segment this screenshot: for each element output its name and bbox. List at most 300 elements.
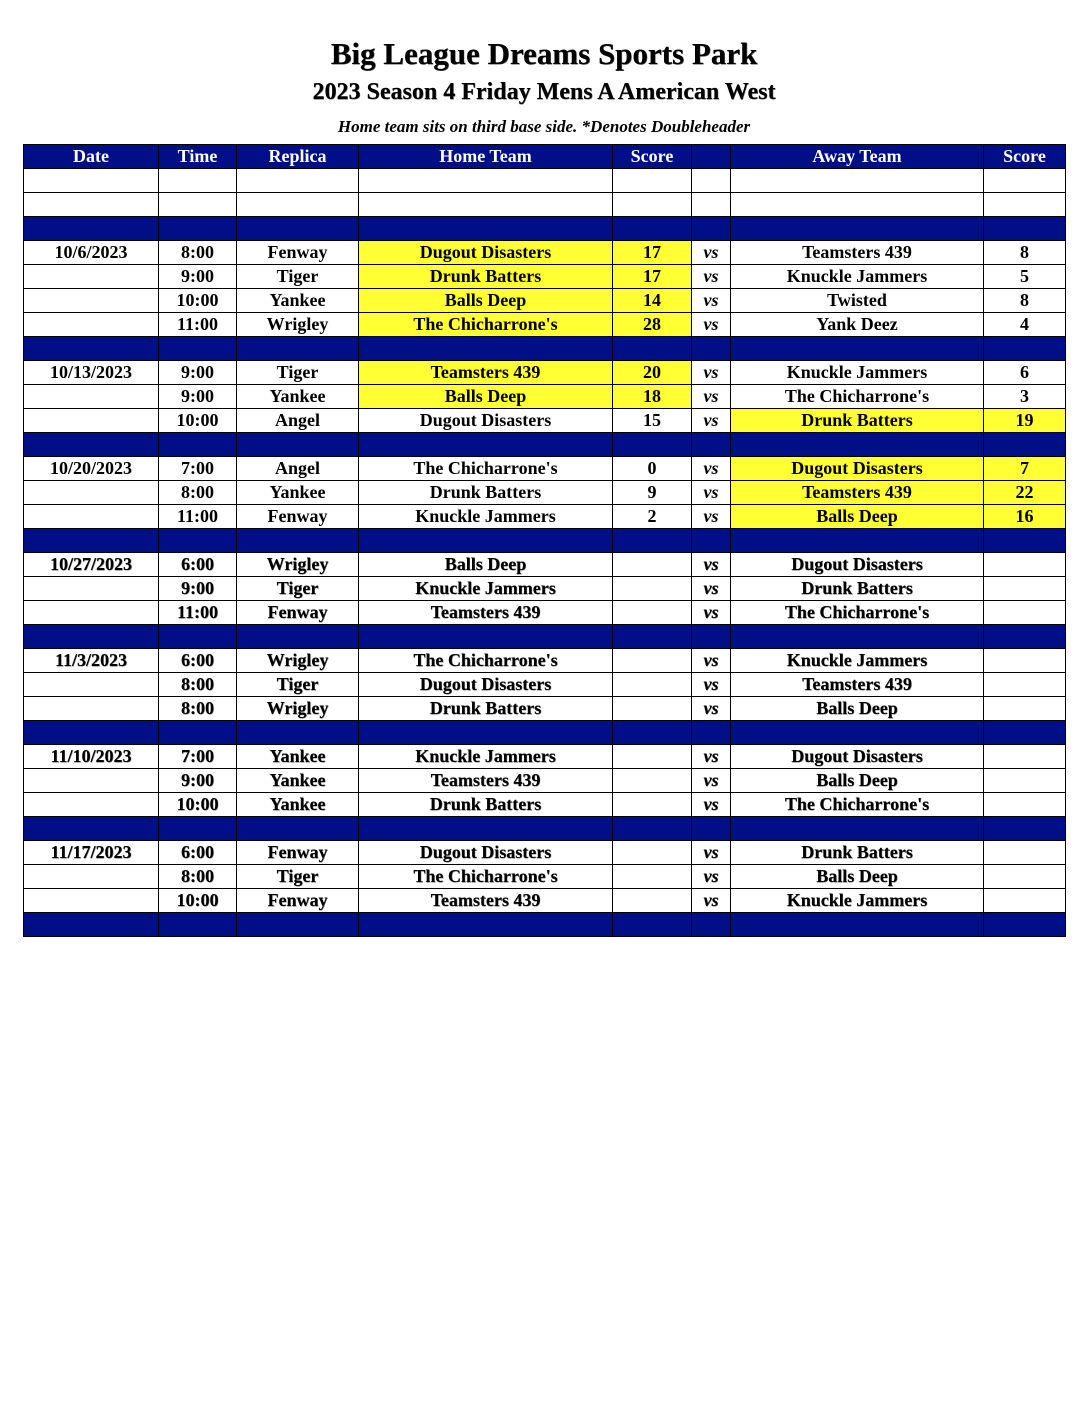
cell-vs: vs bbox=[692, 889, 731, 913]
cell-time bbox=[159, 217, 237, 241]
cell-date bbox=[24, 769, 159, 793]
cell-home-team: Dugout Disasters bbox=[359, 673, 613, 697]
table-row bbox=[24, 457, 1066, 481]
cell-away-team: Knuckle Jammers bbox=[731, 265, 984, 289]
cell-vs: vs bbox=[692, 793, 731, 817]
cell-home-score: 17 bbox=[613, 265, 692, 289]
cell-time: 8:00 bbox=[159, 673, 237, 697]
cell-replica bbox=[237, 193, 359, 217]
cell-date bbox=[24, 409, 159, 433]
cell-time: 10:00 bbox=[159, 889, 237, 913]
cell-time: 11:00 bbox=[159, 313, 237, 337]
cell-home-team: Drunk Batters bbox=[359, 481, 613, 505]
cell-away-team bbox=[731, 817, 984, 841]
cell-replica bbox=[237, 169, 359, 193]
cell-vs bbox=[692, 193, 731, 217]
cell-replica: Yankee bbox=[237, 769, 359, 793]
cell-home-team: The Chicharrone's bbox=[359, 313, 613, 337]
table-row bbox=[24, 769, 1066, 793]
schedule-table bbox=[23, 144, 1066, 937]
cell-replica: Fenway bbox=[237, 601, 359, 625]
cell-home-score bbox=[613, 601, 692, 625]
cell-away-score: 7 bbox=[984, 457, 1066, 481]
cell-home-score: 15 bbox=[613, 409, 692, 433]
cell-away-team bbox=[731, 217, 984, 241]
cell-away-score bbox=[984, 193, 1066, 217]
cell-away-team: Balls Deep bbox=[731, 505, 984, 529]
cell-away-score: 3 bbox=[984, 385, 1066, 409]
cell-away-team bbox=[731, 193, 984, 217]
cell-date bbox=[24, 913, 159, 937]
cell-home-team: Teamsters 439 bbox=[359, 769, 613, 793]
cell-away-score bbox=[984, 841, 1066, 865]
cell-replica bbox=[237, 433, 359, 457]
cell-date: 10/27/2023 bbox=[24, 553, 159, 577]
table-row bbox=[24, 649, 1066, 673]
table-row bbox=[24, 409, 1066, 433]
cell-time: 6:00 bbox=[159, 841, 237, 865]
cell-away-team: Knuckle Jammers bbox=[731, 361, 984, 385]
column-header-date: Date bbox=[24, 145, 159, 169]
cell-away-score: 6 bbox=[984, 361, 1066, 385]
cell-home-team bbox=[359, 337, 613, 361]
cell-date bbox=[24, 433, 159, 457]
cell-away-team bbox=[731, 721, 984, 745]
cell-date bbox=[24, 481, 159, 505]
cell-replica bbox=[237, 625, 359, 649]
cell-away-team: Teamsters 439 bbox=[731, 241, 984, 265]
cell-time: 9:00 bbox=[159, 577, 237, 601]
cell-time bbox=[159, 337, 237, 361]
cell-replica: Yankee bbox=[237, 385, 359, 409]
week-separator-row bbox=[24, 817, 1066, 841]
cell-away-team: Knuckle Jammers bbox=[731, 889, 984, 913]
cell-away-team: Yank Deez bbox=[731, 313, 984, 337]
cell-replica: Yankee bbox=[237, 481, 359, 505]
schedule-body bbox=[24, 169, 1066, 937]
cell-away-score bbox=[984, 649, 1066, 673]
page-title: Big League Dreams Sports Park bbox=[330, 36, 758, 71]
cell-date: 10/13/2023 bbox=[24, 361, 159, 385]
cell-vs: vs bbox=[692, 769, 731, 793]
cell-date: 11/3/2023 bbox=[24, 649, 159, 673]
cell-home-score: 20 bbox=[613, 361, 692, 385]
cell-date: 10/6/2023 bbox=[24, 241, 159, 265]
cell-vs bbox=[692, 169, 731, 193]
cell-time bbox=[159, 433, 237, 457]
cell-away-score: 19 bbox=[984, 409, 1066, 433]
cell-replica: Fenway bbox=[237, 889, 359, 913]
cell-vs: vs bbox=[692, 241, 731, 265]
cell-home-score bbox=[613, 529, 692, 553]
cell-home-team bbox=[359, 217, 613, 241]
table-row bbox=[24, 745, 1066, 769]
cell-away-score bbox=[984, 673, 1066, 697]
table-row bbox=[24, 793, 1066, 817]
cell-vs: vs bbox=[692, 841, 731, 865]
cell-away-score bbox=[984, 769, 1066, 793]
cell-vs: vs bbox=[692, 313, 731, 337]
cell-home-score bbox=[613, 433, 692, 457]
column-header-time: Time bbox=[159, 145, 237, 169]
cell-vs: vs bbox=[692, 697, 731, 721]
cell-away-team bbox=[731, 913, 984, 937]
cell-date bbox=[24, 313, 159, 337]
cell-away-team: Teamsters 439 bbox=[731, 673, 984, 697]
cell-away-team: Balls Deep bbox=[731, 697, 984, 721]
cell-vs bbox=[692, 817, 731, 841]
cell-away-team bbox=[731, 337, 984, 361]
cell-date: 11/17/2023 bbox=[24, 841, 159, 865]
cell-replica: Fenway bbox=[237, 841, 359, 865]
table-row bbox=[24, 265, 1066, 289]
cell-replica bbox=[237, 721, 359, 745]
table-row bbox=[24, 601, 1066, 625]
cell-vs bbox=[692, 529, 731, 553]
cell-home-score: 28 bbox=[613, 313, 692, 337]
cell-away-score: 16 bbox=[984, 505, 1066, 529]
cell-away-score bbox=[984, 337, 1066, 361]
cell-date bbox=[24, 697, 159, 721]
cell-time: 8:00 bbox=[159, 865, 237, 889]
cell-time: 9:00 bbox=[159, 265, 237, 289]
cell-home-score: 17 bbox=[613, 241, 692, 265]
cell-replica: Yankee bbox=[237, 793, 359, 817]
cell-away-score bbox=[984, 601, 1066, 625]
cell-vs: vs bbox=[692, 409, 731, 433]
page-subtitle: 2023 Season 4 Friday Mens A American West bbox=[312, 79, 776, 105]
cell-time: 7:00 bbox=[159, 457, 237, 481]
cell-home-score bbox=[613, 745, 692, 769]
cell-vs: vs bbox=[692, 865, 731, 889]
cell-home-score bbox=[613, 193, 692, 217]
cell-home-score bbox=[613, 553, 692, 577]
cell-date bbox=[24, 673, 159, 697]
cell-time bbox=[159, 721, 237, 745]
cell-vs: vs bbox=[692, 481, 731, 505]
cell-home-team: Teamsters 439 bbox=[359, 889, 613, 913]
cell-home-score bbox=[613, 337, 692, 361]
cell-away-team bbox=[731, 625, 984, 649]
cell-date bbox=[24, 601, 159, 625]
cell-date: 10/20/2023 bbox=[24, 457, 159, 481]
cell-date bbox=[24, 337, 159, 361]
cell-home-team: Knuckle Jammers bbox=[359, 577, 613, 601]
cell-away-score: 8 bbox=[984, 241, 1066, 265]
cell-home-score: 18 bbox=[613, 385, 692, 409]
cell-date bbox=[24, 217, 159, 241]
week-separator-row bbox=[24, 433, 1066, 457]
cell-home-team: Dugout Disasters bbox=[359, 409, 613, 433]
cell-away-score bbox=[984, 721, 1066, 745]
cell-away-score bbox=[984, 817, 1066, 841]
cell-replica: Angel bbox=[237, 457, 359, 481]
table-row bbox=[24, 505, 1066, 529]
cell-away-score: 22 bbox=[984, 481, 1066, 505]
cell-away-score: 4 bbox=[984, 313, 1066, 337]
cell-replica bbox=[237, 217, 359, 241]
cell-vs bbox=[692, 433, 731, 457]
cell-away-team: Drunk Batters bbox=[731, 577, 984, 601]
cell-away-team: Dugout Disasters bbox=[731, 457, 984, 481]
cell-home-team: Drunk Batters bbox=[359, 265, 613, 289]
cell-time bbox=[159, 169, 237, 193]
cell-away-team: The Chicharrone's bbox=[731, 385, 984, 409]
cell-home-team: Balls Deep bbox=[359, 289, 613, 313]
cell-home-team: Dugout Disasters bbox=[359, 841, 613, 865]
table-row bbox=[24, 697, 1066, 721]
cell-date bbox=[24, 265, 159, 289]
cell-vs: vs bbox=[692, 385, 731, 409]
week-separator-row bbox=[24, 721, 1066, 745]
cell-away-score bbox=[984, 625, 1066, 649]
cell-home-score bbox=[613, 889, 692, 913]
table-row bbox=[24, 481, 1066, 505]
cell-vs: vs bbox=[692, 553, 731, 577]
cell-replica bbox=[237, 529, 359, 553]
table-row bbox=[24, 841, 1066, 865]
cell-replica: Wrigley bbox=[237, 649, 359, 673]
cell-time: 6:00 bbox=[159, 553, 237, 577]
table-row bbox=[24, 385, 1066, 409]
cell-vs: vs bbox=[692, 505, 731, 529]
table-row bbox=[24, 361, 1066, 385]
cell-vs bbox=[692, 913, 731, 937]
cell-replica: Tiger bbox=[237, 265, 359, 289]
column-header-vs bbox=[692, 145, 731, 169]
cell-home-team: Drunk Batters bbox=[359, 793, 613, 817]
table-row bbox=[24, 577, 1066, 601]
cell-away-team: Dugout Disasters bbox=[731, 553, 984, 577]
cell-home-score bbox=[613, 169, 692, 193]
cell-home-score bbox=[613, 625, 692, 649]
cell-home-score bbox=[613, 697, 692, 721]
table-row bbox=[24, 673, 1066, 697]
cell-time bbox=[159, 193, 237, 217]
cell-time: 10:00 bbox=[159, 793, 237, 817]
cell-replica: Wrigley bbox=[237, 313, 359, 337]
blank-row bbox=[24, 169, 1066, 193]
cell-away-score bbox=[984, 745, 1066, 769]
cell-home-score bbox=[613, 217, 692, 241]
cell-away-score bbox=[984, 217, 1066, 241]
cell-time: 8:00 bbox=[159, 481, 237, 505]
cell-date bbox=[24, 505, 159, 529]
week-separator-row bbox=[24, 625, 1066, 649]
schedule-note: Home team sits on third base side. *Denotes Doubleheader bbox=[337, 117, 751, 136]
cell-away-team: The Chicharrone's bbox=[731, 793, 984, 817]
cell-date bbox=[24, 385, 159, 409]
cell-date bbox=[24, 529, 159, 553]
cell-away-score bbox=[984, 553, 1066, 577]
cell-date bbox=[24, 169, 159, 193]
cell-away-team: Balls Deep bbox=[731, 769, 984, 793]
cell-home-score bbox=[613, 649, 692, 673]
cell-date bbox=[24, 793, 159, 817]
cell-home-team: Knuckle Jammers bbox=[359, 505, 613, 529]
cell-home-team bbox=[359, 433, 613, 457]
cell-vs: vs bbox=[692, 601, 731, 625]
column-header-replica: Replica bbox=[237, 145, 359, 169]
cell-replica bbox=[237, 817, 359, 841]
cell-home-score bbox=[613, 913, 692, 937]
cell-away-score bbox=[984, 865, 1066, 889]
cell-home-team: Knuckle Jammers bbox=[359, 745, 613, 769]
cell-away-team: Drunk Batters bbox=[731, 841, 984, 865]
cell-replica: Wrigley bbox=[237, 553, 359, 577]
cell-time: 8:00 bbox=[159, 697, 237, 721]
cell-time: 11:00 bbox=[159, 505, 237, 529]
table-row bbox=[24, 241, 1066, 265]
cell-vs bbox=[692, 721, 731, 745]
cell-replica: Tiger bbox=[237, 673, 359, 697]
cell-away-score bbox=[984, 577, 1066, 601]
cell-date bbox=[24, 193, 159, 217]
cell-vs bbox=[692, 337, 731, 361]
table-row bbox=[24, 289, 1066, 313]
cell-away-team: Dugout Disasters bbox=[731, 745, 984, 769]
cell-home-score bbox=[613, 721, 692, 745]
cell-home-score bbox=[613, 673, 692, 697]
cell-home-team bbox=[359, 169, 613, 193]
cell-vs: vs bbox=[692, 673, 731, 697]
cell-away-score bbox=[984, 433, 1066, 457]
cell-replica bbox=[237, 913, 359, 937]
cell-home-team: Balls Deep bbox=[359, 385, 613, 409]
cell-away-team bbox=[731, 433, 984, 457]
cell-away-score bbox=[984, 529, 1066, 553]
cell-home-team: The Chicharrone's bbox=[359, 457, 613, 481]
cell-home-team: The Chicharrone's bbox=[359, 865, 613, 889]
table-row bbox=[24, 889, 1066, 913]
cell-home-score bbox=[613, 865, 692, 889]
table-row bbox=[24, 553, 1066, 577]
cell-away-team: Knuckle Jammers bbox=[731, 649, 984, 673]
week-separator-row bbox=[24, 529, 1066, 553]
cell-time: 11:00 bbox=[159, 601, 237, 625]
cell-replica: Yankee bbox=[237, 289, 359, 313]
cell-date: 11/10/2023 bbox=[24, 745, 159, 769]
cell-home-team bbox=[359, 529, 613, 553]
table-header-row bbox=[24, 145, 1066, 169]
cell-home-team bbox=[359, 817, 613, 841]
cell-away-score bbox=[984, 793, 1066, 817]
cell-home-team: Dugout Disasters bbox=[359, 241, 613, 265]
week-separator-row bbox=[24, 337, 1066, 361]
cell-home-score bbox=[613, 577, 692, 601]
table-row bbox=[24, 865, 1066, 889]
cell-date bbox=[24, 721, 159, 745]
cell-away-team: Balls Deep bbox=[731, 865, 984, 889]
blank-row bbox=[24, 193, 1066, 217]
column-header-away-score: Score bbox=[984, 145, 1066, 169]
cell-home-score bbox=[613, 841, 692, 865]
cell-replica: Fenway bbox=[237, 505, 359, 529]
week-separator-row bbox=[24, 913, 1066, 937]
cell-away-team bbox=[731, 529, 984, 553]
cell-replica bbox=[237, 337, 359, 361]
cell-date bbox=[24, 817, 159, 841]
cell-vs: vs bbox=[692, 361, 731, 385]
cell-replica: Tiger bbox=[237, 865, 359, 889]
cell-time bbox=[159, 529, 237, 553]
cell-home-team: Drunk Batters bbox=[359, 697, 613, 721]
column-header-home-team: Home Team bbox=[359, 145, 613, 169]
cell-away-score bbox=[984, 169, 1066, 193]
cell-away-team: Twisted bbox=[731, 289, 984, 313]
cell-replica: Tiger bbox=[237, 577, 359, 601]
cell-away-team: Teamsters 439 bbox=[731, 481, 984, 505]
cell-away-team bbox=[731, 169, 984, 193]
cell-vs: vs bbox=[692, 745, 731, 769]
cell-vs: vs bbox=[692, 289, 731, 313]
cell-home-score bbox=[613, 817, 692, 841]
cell-home-team bbox=[359, 721, 613, 745]
cell-away-score: 8 bbox=[984, 289, 1066, 313]
cell-vs: vs bbox=[692, 649, 731, 673]
cell-away-score bbox=[984, 697, 1066, 721]
cell-date bbox=[24, 625, 159, 649]
cell-away-score bbox=[984, 889, 1066, 913]
cell-replica: Fenway bbox=[237, 241, 359, 265]
cell-date bbox=[24, 865, 159, 889]
cell-home-score bbox=[613, 769, 692, 793]
cell-time: 10:00 bbox=[159, 409, 237, 433]
cell-date bbox=[24, 889, 159, 913]
cell-time: 10:00 bbox=[159, 289, 237, 313]
cell-time: 9:00 bbox=[159, 361, 237, 385]
cell-away-team: Drunk Batters bbox=[731, 409, 984, 433]
cell-home-team: Balls Deep bbox=[359, 553, 613, 577]
cell-home-team bbox=[359, 193, 613, 217]
cell-time: 9:00 bbox=[159, 385, 237, 409]
cell-home-score: 14 bbox=[613, 289, 692, 313]
cell-time bbox=[159, 913, 237, 937]
cell-home-team bbox=[359, 625, 613, 649]
cell-home-score: 9 bbox=[613, 481, 692, 505]
cell-vs: vs bbox=[692, 265, 731, 289]
cell-replica: Angel bbox=[237, 409, 359, 433]
week-separator-row bbox=[24, 217, 1066, 241]
cell-home-team: The Chicharrone's bbox=[359, 649, 613, 673]
column-header-away-team: Away Team bbox=[731, 145, 984, 169]
cell-home-score bbox=[613, 793, 692, 817]
cell-date bbox=[24, 289, 159, 313]
cell-home-team: Teamsters 439 bbox=[359, 361, 613, 385]
cell-away-team: The Chicharrone's bbox=[731, 601, 984, 625]
cell-vs bbox=[692, 625, 731, 649]
cell-home-team bbox=[359, 913, 613, 937]
cell-replica: Tiger bbox=[237, 361, 359, 385]
cell-away-score: 5 bbox=[984, 265, 1066, 289]
cell-vs: vs bbox=[692, 577, 731, 601]
table-row bbox=[24, 313, 1066, 337]
cell-away-score bbox=[984, 913, 1066, 937]
cell-home-score: 2 bbox=[613, 505, 692, 529]
cell-vs bbox=[692, 217, 731, 241]
cell-time: 7:00 bbox=[159, 745, 237, 769]
cell-time bbox=[159, 817, 237, 841]
cell-home-team: Teamsters 439 bbox=[359, 601, 613, 625]
cell-replica: Wrigley bbox=[237, 697, 359, 721]
cell-date bbox=[24, 577, 159, 601]
cell-time: 9:00 bbox=[159, 769, 237, 793]
cell-replica: Yankee bbox=[237, 745, 359, 769]
cell-time: 6:00 bbox=[159, 649, 237, 673]
cell-time bbox=[159, 625, 237, 649]
column-header-home-score: Score bbox=[613, 145, 692, 169]
cell-time: 8:00 bbox=[159, 241, 237, 265]
